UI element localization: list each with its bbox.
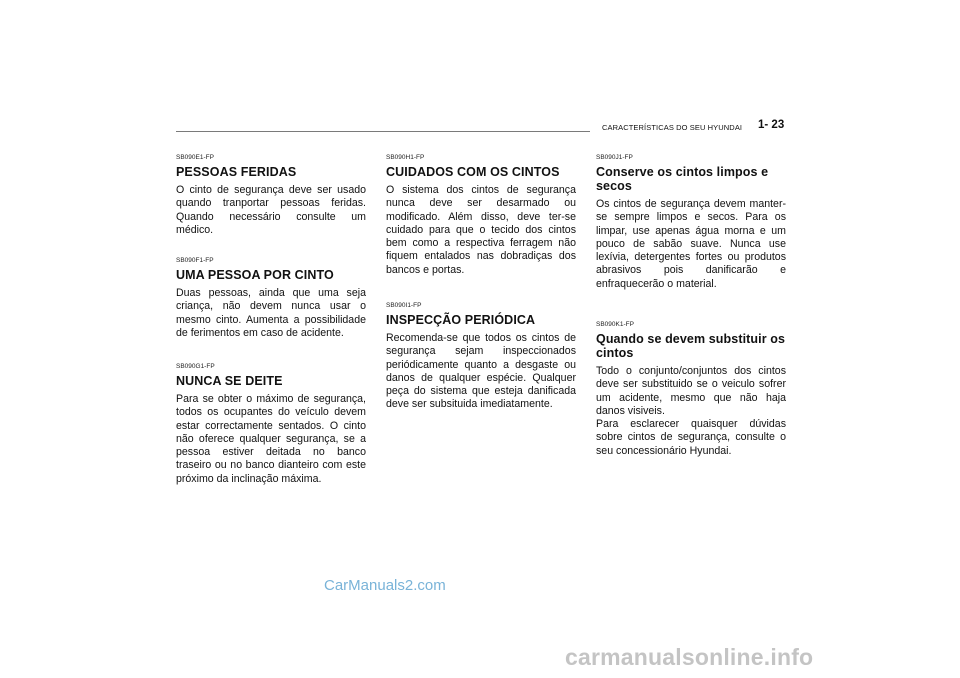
paragraph: Recomenda-se que todos os cintos de segurança sejam inspeccionados periódicamente quanto a desgaste ou danos de qualquer espécie. Qualquer peça do sistema que esteja danificada deve ser subsituida imediatamente.: [386, 332, 576, 411]
paragraph: Para esclarecer quaisquer dúvidas sobre cintos de segurança, consulte o seu concessionário Hyundai.: [596, 418, 786, 457]
page-number: 1- 23: [758, 119, 785, 131]
watermark-carmanualsonline: carmanualsonline.info: [565, 644, 814, 670]
section-code: SB090I1-FP: [386, 302, 422, 309]
paragraph: Os cintos de segurança devem manter-se sempre limpos e secos. Para os limpar, use apenas água morna e um pouco de sabão suave. Nunca use lexívia, detergentes fortes ou produtos abrasivos pois danificarão e enfraquecerão o material.: [596, 198, 786, 290]
paragraph: Duas pessoas, ainda que uma seja criança, não devem nunca usar o mesmo cinto. Aumenta a possibilidade de ferimentos em caso de acidente.: [176, 287, 366, 339]
section-title: PESSOAS FERIDAS: [176, 165, 297, 179]
paragraph: Para se obter o máximo de segurança, todos os ocupantes do veículo devem estar correctamente sentados. O cinto não oferece qualquer segurança, se a pessoa estiver deitada no banco traseiro ou no banco dianteiro com este próximo da inclinação máxima.: [176, 393, 366, 485]
section-title: CUIDADOS COM OS CINTOS: [386, 165, 560, 179]
paragraph: Todo o conjunto/conjuntos dos cintos deve ser substituido se o veiculo sofrer um acidente, mesmo que não haja danos visiveis.: [596, 365, 786, 417]
paragraph: O sistema dos cintos de segurança nunca deve ser desarmado ou modificado. Além disso, deve ter-se cuidado para que o tecido dos cintos bem como a respectiva ferragem não fiquem entalados nas dobradiças dos bancos e portas.: [386, 184, 576, 276]
section-code: SB090J1-FP: [596, 154, 633, 161]
section-code: SB090E1-FP: [176, 154, 214, 161]
section-body: [596, 365, 786, 458]
section-code: SB090H1-FP: [386, 154, 425, 161]
paragraph: O cinto de segurança deve ser usado quando tranportar pessoas feridas. Quando necessário consulte um médico.: [176, 184, 366, 236]
section-code: SB090K1-FP: [596, 321, 634, 328]
watermark-carmanuals2: CarManuals2.com: [324, 577, 446, 594]
section-title: NUNCA SE DEITE: [176, 374, 283, 388]
section-code: SB090F1-FP: [176, 257, 214, 264]
section-title: Quando se devem substituir os cintos: [596, 332, 786, 360]
header-rule: [176, 131, 590, 132]
section-cuidados-com-os-cintos: [386, 154, 576, 277]
section-body: [386, 184, 576, 277]
section-pessoas-feridas: [176, 154, 366, 237]
section-uma-pessoa-por-cinto: [176, 257, 366, 340]
section-title: Conserve os cintos limpos e secos: [596, 165, 769, 193]
section-conserve-os-cintos: [596, 154, 786, 291]
section-title: INSPECÇÃO PERIÓDICA: [386, 313, 536, 327]
section-body: [176, 393, 366, 486]
section-substituir-os-cintos: [596, 321, 786, 458]
section-body: [596, 198, 786, 291]
section-title: UMA PESSOA POR CINTO: [176, 268, 334, 282]
section-body: [386, 332, 576, 412]
section-code: SB090G1-FP: [176, 363, 215, 370]
section-nunca-se-deite: [176, 363, 366, 486]
section-body: [176, 184, 366, 237]
section-body: [176, 287, 366, 340]
section-inspeccao-periodica: [386, 302, 576, 412]
running-head: CARACTERÍSTICAS DO SEU HYUNDAI: [602, 123, 743, 132]
